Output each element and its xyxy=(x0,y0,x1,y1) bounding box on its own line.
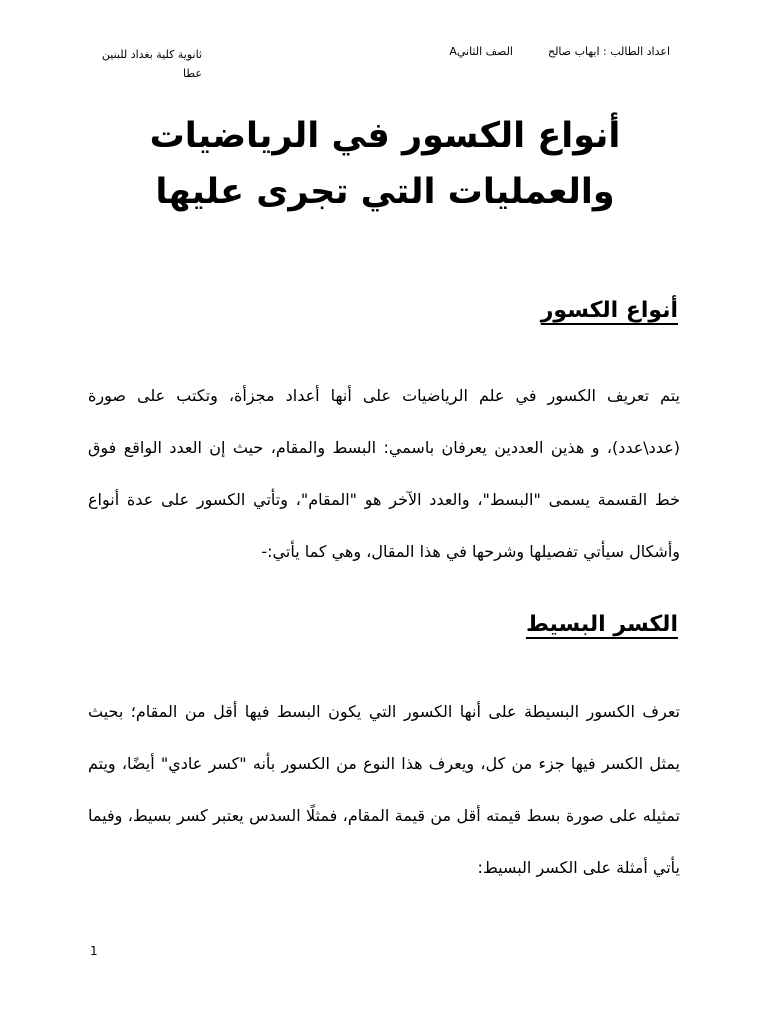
header-student-info xyxy=(370,45,670,58)
section-paragraph-simple-fraction: تعرف الكسور البسيطة على أنها الكسور التي يكون البسط فيها أقل من المقام؛ بحيث يمثل الكسر فيها جزء من كل، ويعرف هذا النوع من الكسور بأنه "كسر عادي" أيضًا، ويتم تمثيله على صورة بسط قيمته أقل من قيمة المقام، فمثلًا السدس يعتبر كسر بسيط، وفيما يأتي أمثلة على الكسر البسيط: xyxy=(88,702,680,877)
section-heading-simple-fraction: الكسر البسيط xyxy=(525,612,678,637)
section-paragraph-fraction-types: يتم تعريف الكسور في علم الرياضيات على أنها أعداد مجزأة، وتكتب على صورة (عدد\عدد)، و هذين العددين يعرفان باسمي: البسط والمقام، حيث إن العدد الواقع فوق خط القسمة يسمى "البسط"، والعدد الآخر هو "المقام"، وتأتي الكسور على عدة أنواع وأشكال سيأتي تفصيلها وشرحها في هذا المقال، وهي كما يأتي:- xyxy=(88,386,680,561)
document-title: أنواع الكسور في الرياضيات والعمليات التي تجرى عليها xyxy=(149,116,621,212)
school-name-line2: عطا xyxy=(183,67,202,80)
page-number: 1 xyxy=(90,944,98,958)
prepared-by: اعداد الطالب : ايهاب صالح xyxy=(547,45,670,58)
class-label: الصف الثاني xyxy=(456,45,513,58)
section-heading-fraction-types: أنواع الكسور xyxy=(540,298,678,323)
school-name: ثانوية كلية بغداد للبنين xyxy=(101,48,202,61)
header-school-info xyxy=(92,45,202,83)
class-section: A xyxy=(449,45,457,58)
